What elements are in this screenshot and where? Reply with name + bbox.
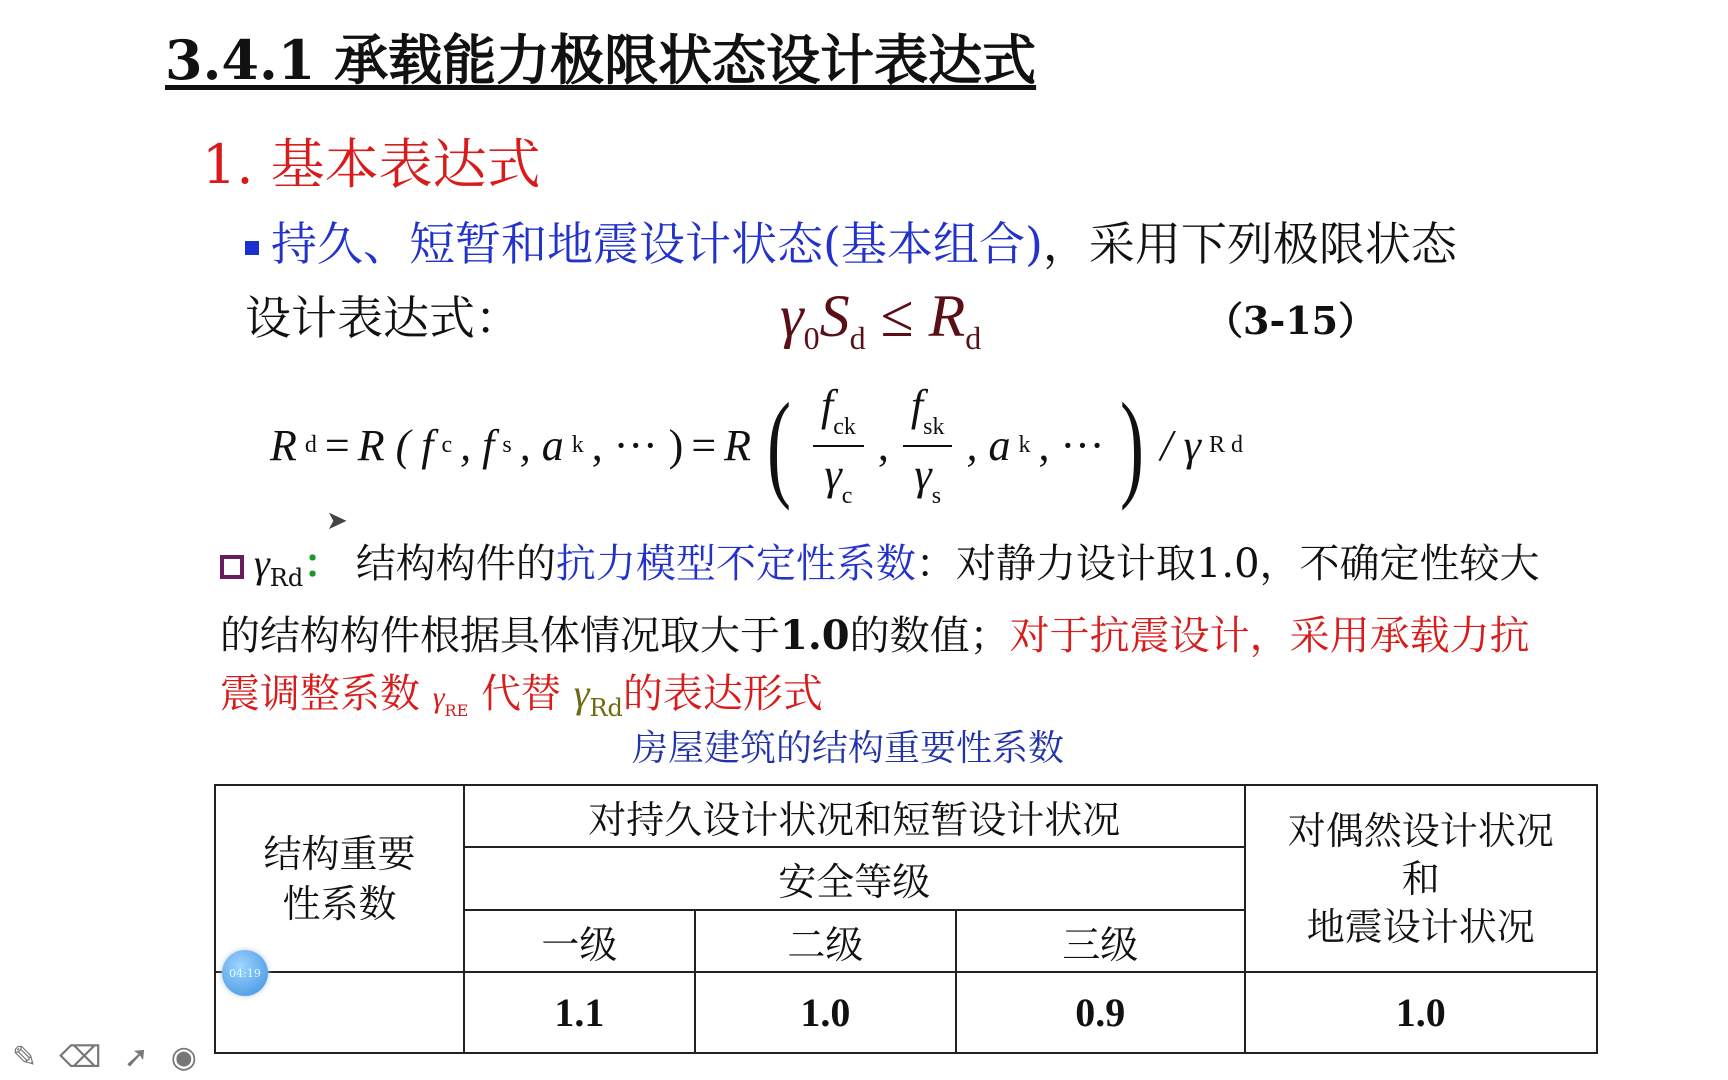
gamma-sub: 0 [803, 320, 820, 356]
f2-ak2-sub: k [1018, 431, 1031, 458]
bullet-blue-text: 持久、短暂和地震设计状态(基本组合) [271, 217, 1043, 271]
value-level-2: 1.0 [695, 972, 956, 1053]
value-level-3: 0.9 [956, 972, 1245, 1053]
timer-badge[interactable]: 04:19 [222, 950, 268, 996]
bullet-square-icon [245, 241, 259, 255]
f2-div: / γ [1160, 420, 1201, 470]
f2-r2: R [724, 420, 752, 470]
f2-tail1: , ··· ) [591, 420, 684, 470]
fck-sub: ck [833, 414, 856, 440]
f2-ak: , a [519, 420, 564, 470]
f2-comma: , [877, 420, 889, 470]
pointer-icon[interactable]: ➚ [123, 1040, 149, 1075]
f2-ak2: , a [966, 420, 1011, 470]
left-paren: ( [767, 378, 792, 511]
f2-lhs: R [270, 420, 297, 470]
bullet-line [245, 208, 1457, 274]
fraction-fsk [903, 380, 953, 510]
rd-gamma: γ [573, 671, 590, 716]
gc-den: γ [824, 450, 842, 499]
note-colon: ： [303, 540, 344, 587]
eraser-icon[interactable]: ⌫ [59, 1040, 102, 1075]
main-formula [780, 282, 981, 357]
hollow-bullet-icon [220, 555, 244, 579]
le-symbol: ≤ [865, 283, 929, 349]
mouse-cursor-icon: ➤ [326, 506, 348, 536]
f2-ak-sub: k [571, 431, 584, 458]
gamma-symbol: γ [780, 283, 804, 349]
note-t5: 的数值； [849, 613, 1010, 659]
f2-eq2: = [691, 420, 717, 470]
f2-tail2: , ··· [1038, 420, 1105, 470]
equation-number: （3-15） [1205, 298, 1377, 343]
row-header-cell: 结构重要 性系数 [215, 785, 464, 972]
fraction-fck [813, 380, 864, 510]
gs-sub: s [931, 483, 942, 509]
gs-den: γ [914, 450, 932, 499]
rd-sub: Rd [589, 694, 623, 722]
f2-mid: R ( f [357, 420, 434, 470]
note-t8: 的表达形式 [622, 671, 823, 717]
note-t6: 对于抗震设计，采用承载力抗震调整系数 [220, 613, 1530, 717]
f2-div-sub: R d [1208, 431, 1243, 458]
level-1-header: 一级 [464, 910, 695, 972]
note-t3: ：对静力设计取1.0，不确定性较大的结构构件根据具体情况取大于 [220, 541, 1540, 659]
re-gamma: γ [432, 681, 445, 714]
gamma-rd-note [220, 535, 1560, 739]
bullet-rest-text: ，采用下列极限状态 [1042, 217, 1457, 271]
f2-lhs-sub: d [304, 431, 317, 458]
note-gamma: γ [254, 541, 270, 586]
pen-tool-icon[interactable]: ✎ [12, 1040, 38, 1075]
s-symbol: S [819, 283, 850, 349]
bullet-line-2: 设计表达式： [245, 291, 521, 345]
importance-factor-table [214, 784, 1598, 1054]
resistance-formula [270, 378, 1243, 511]
table-caption: 房屋建筑的结构重要性系数 [632, 728, 1065, 769]
group1-header: 对持久设计状况和短暂设计状况 [464, 785, 1245, 847]
re-sub: RE [444, 701, 469, 720]
f2-fc-sub: c [441, 431, 453, 458]
level-3-header: 三级 [956, 910, 1245, 972]
value-level-1: 1.1 [464, 972, 695, 1053]
f2-eq1: = [324, 420, 350, 470]
r-sub: d [965, 320, 982, 356]
fsk-num: f [910, 381, 924, 430]
s-sub: d [849, 320, 866, 356]
note-t7: 代替 [481, 671, 561, 717]
level-2-header: 二级 [695, 910, 956, 972]
note-t2: 抗力模型不定性系数 [555, 541, 916, 587]
gc-sub: c [841, 483, 853, 509]
note-gamma-sub: Rd [269, 564, 304, 592]
section-heading: 1. 基本表达式 [202, 133, 541, 196]
record-icon[interactable]: ◉ [170, 1040, 197, 1075]
note-t4: 1.0 [780, 612, 850, 659]
f2-fs-sub: s [502, 431, 512, 458]
right-paren: ) [1120, 378, 1145, 511]
fsk-sub: sk [923, 414, 945, 440]
note-t1: 结构构件的 [355, 541, 556, 587]
r-symbol: R [928, 283, 966, 349]
f2-fs: , f [460, 420, 495, 470]
slide-title: 3.4.1 承载能力极限状态设计表达式 [165, 28, 1037, 92]
subgroup-header: 安全等级 [464, 847, 1245, 909]
group2-header: 对偶然设计状况 和 地震设计状况 [1245, 785, 1597, 972]
presentation-toolbar [12, 1040, 197, 1075]
value-accidental: 1.0 [1245, 972, 1597, 1053]
fck-num: f [821, 381, 834, 430]
